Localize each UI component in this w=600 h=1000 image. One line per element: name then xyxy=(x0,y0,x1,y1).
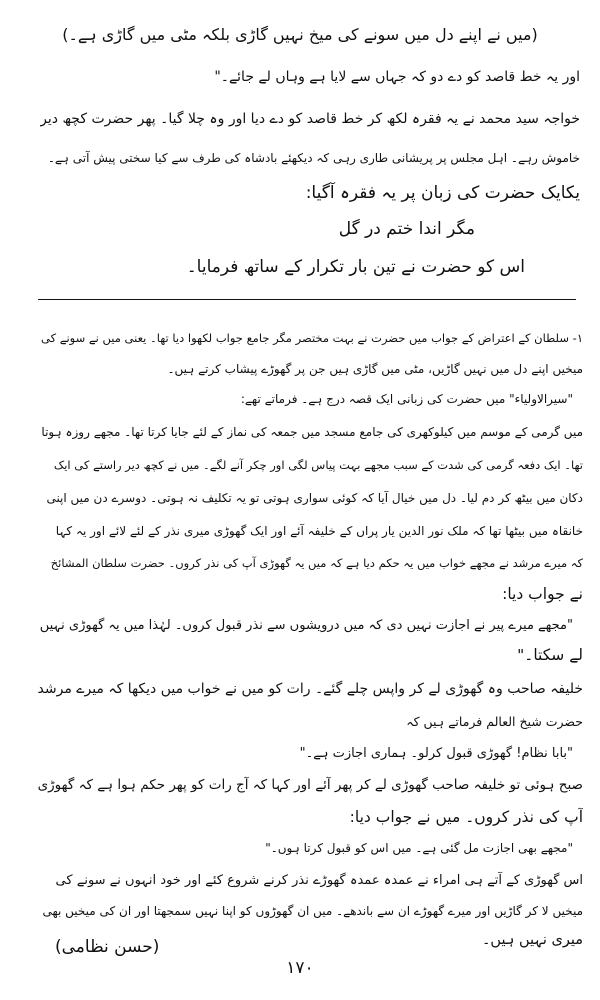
footnote-line-7: خانقاہ میں بیٹھا تھا کہ ملک نور الدین یار پراں کے خلیفہ آئے اور ایک گھوڑی میری نذر کے لئے لائے اور یہ کہا xyxy=(55,524,583,538)
body-line-1: (میں نے اپنے دل میں سونے کی میخ نہیں گاڑی بلکہ مٹی میں گاڑی ہے۔) xyxy=(62,25,538,44)
footnote-line-3: "سیرالاولیاء" میں حضرت کی زبانی ایک قصہ درج ہے۔ فرماتے تھے: xyxy=(240,392,573,406)
footnote-line-10: "مجھے میرے پیر نے اجازت نہیں دی کہ میں درویشوں سے نذر قبول کروں۔ لہٰذا میں یہ گھوڑی نہیں xyxy=(39,618,573,633)
footnote-line-8: کہ میرے مرشد نے مجھے خواب میں یہ حکم دیا ہے کہ میں یہ گھوڑی آپ کی نذر کروں۔ حضرت سلطان المشائخ xyxy=(50,556,583,570)
footnote-line-5: تھا۔ ایک دفعہ گرمی کی شدت کے سبب مجھے بہت پیاس لگی اور چکر آنے لگے۔ میں نے کچھ دیر راستے کی ایک xyxy=(53,458,583,472)
footnote-line-2: میخیں اپنے دل میں نہیں گاڑیں، مٹی میں گاڑی ہیں جن پر گھوڑے پیشاب کرتے ہیں۔ xyxy=(167,362,583,376)
footnote-line-11: لے سکتا۔" xyxy=(517,646,583,664)
footnote-line-15: صبح ہوئی تو خلیفہ صاحب گھوڑی لے کر پھر آئے اور کہا کہ آج رات کو پھر حکم ہوا ہے کہ گھوڑی xyxy=(38,777,583,793)
body-line-2: اور یہ خط قاصد کو دے دو کہ جہاں سے لایا ہے وہاں لے جائے۔" xyxy=(214,69,580,85)
footnote-line-1: ۱- سلطان کے اعتراض کے جواب میں حضرت نے بہت مختصر مگر جامع جواب لکھوا دیا تھا۔ یعنی میں نے سونے کی xyxy=(41,331,583,345)
footnote-line-18: اس گھوڑی کے آتے ہی امراء نے عمدہ عمدہ گھوڑے نذر کرنے شروع کئے اور خود انہوں نے سونے کی xyxy=(55,873,583,888)
body-line-3: خواجہ سید محمد نے یہ فقرہ لکھ کر خط قاصد کو دے دیا اور وہ چلا گیا۔ پھر حضرت کچھ دیر xyxy=(40,111,580,127)
footnote-divider xyxy=(38,299,576,300)
footnote-line-14: "بابا نظام! گھوڑی قبول کرلو۔ ہماری اجازت ہے۔" xyxy=(299,746,573,761)
footnote-line-6: دکان میں بیٹھ کر دم لیا۔ دل میں خیال آیا کہ کوئی سواری ہوتی تو یہ تکلیف نہ ہوتی۔ دوسرے دن میں اپنی xyxy=(46,491,583,505)
verse-line: مگر اندا ختم در گل xyxy=(338,219,475,239)
footnote-line-17: "مجھے بھی اجازت مل گئی ہے۔ میں اس کو قبول کرتا ہوں۔" xyxy=(265,841,573,855)
footnote-line-12: خلیفہ صاحب وہ گھوڑی لے کر واپس چلے گئے۔ رات کو میں نے خواب میں دیکھا کہ میرے مرشد xyxy=(38,681,583,697)
footnote-line-20: میری نہیں ہیں۔ xyxy=(481,932,583,948)
page-number: ۱۷۰ xyxy=(286,958,314,978)
footnote-line-19: میخیں لا کر گاڑیں اور میرے گھوڑے ان سے باندھے۔ میں ان گھوڑوں کو اپنا نہیں سمجھتا اور ان کی میخیں بھی xyxy=(42,904,583,918)
body-line-4: خاموش رہے۔ اہل مجلس پر پریشانی طاری رہی کہ دیکھئے بادشاہ کی طرف سے کیا سختی پیش آتی ہے۔ xyxy=(47,151,580,165)
body-line-7: اس کو حضرت نے تین بار تکرار کے ساتھ فرمایا۔ xyxy=(186,257,525,277)
footnote-line-9: نے جواب دیا: xyxy=(502,585,583,603)
signature: (حسن نظامی) xyxy=(55,937,160,957)
footnote-line-13: حضرت شیخ العالم فرماتے ہیں کہ xyxy=(406,714,583,729)
footnote-line-16: آپ کی نذر کروں۔ میں نے جواب دیا: xyxy=(349,808,583,826)
footnote-line-4: میں گرمی کے موسم میں کیلوکھری کی جامع مسجد میں جمعہ کی نماز کے لئے جایا کرتا تھا۔ مجھے روزہ ہوتا xyxy=(41,425,583,439)
body-line-5: یکایک حضرت کی زبان پر یہ فقرہ آگیا: xyxy=(305,183,580,203)
